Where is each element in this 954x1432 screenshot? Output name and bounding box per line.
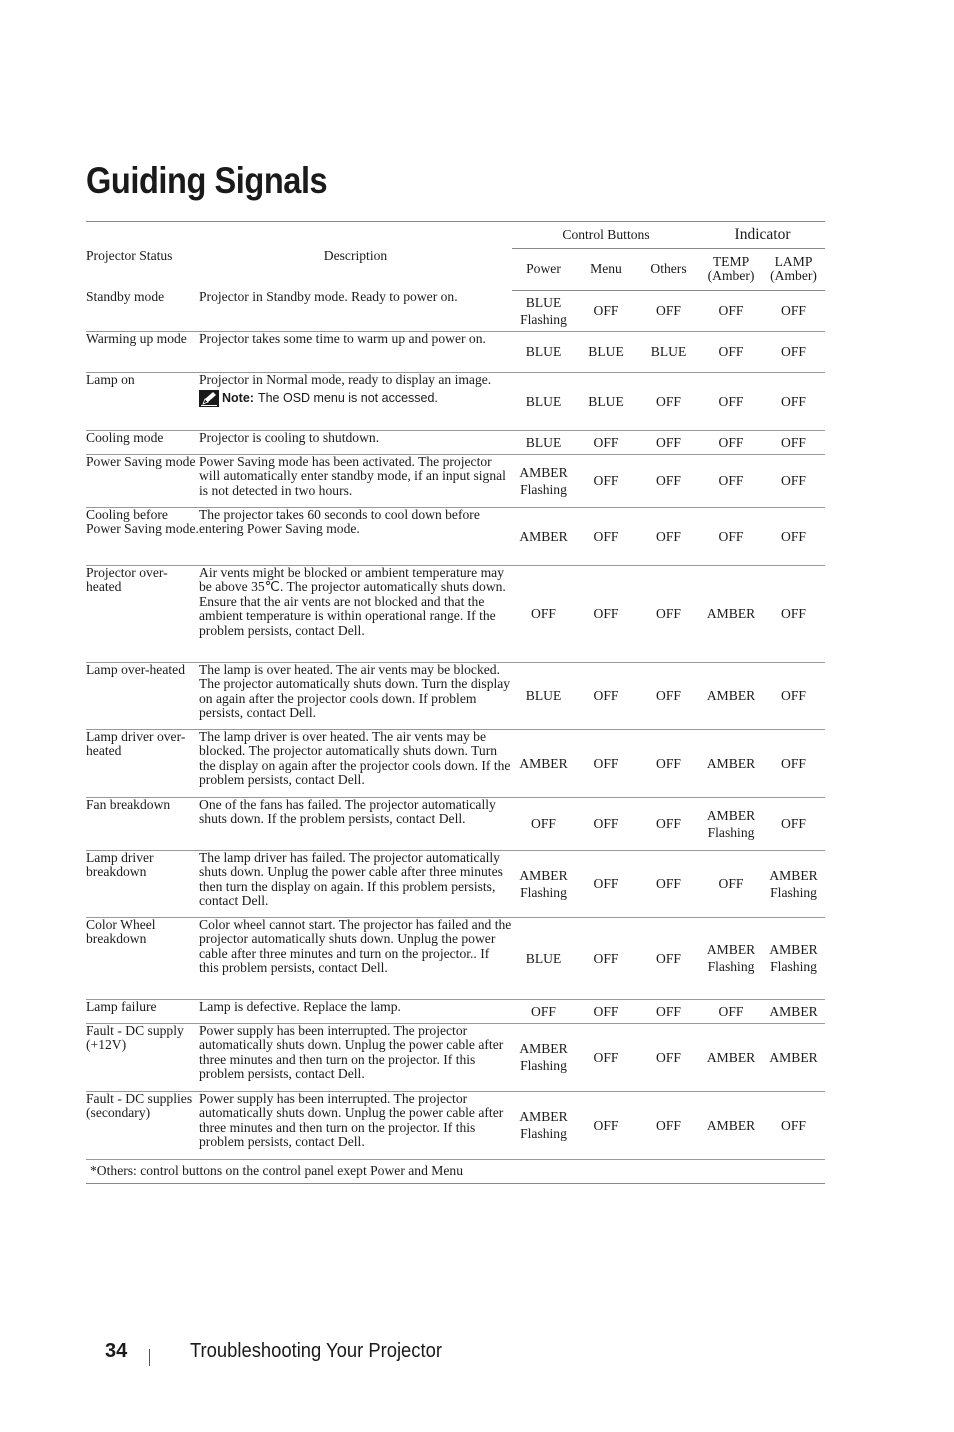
table-row (86, 507, 825, 565)
temp-cell: OFF (700, 507, 762, 565)
lamp-cell: OFF (762, 797, 825, 850)
lamp-cell: OFF (762, 565, 825, 662)
menu-cell: OFF (575, 507, 637, 565)
table-row (86, 1023, 825, 1091)
others-cell: OFF (637, 372, 700, 430)
description-cell: Air vents might be blocked or ambient temperature may be above 35℃. The projector automatically shuts down. Ensure that the air vents are not blocked and that the ambient temperature is within operational range. If the problem persists, contact Dell. (199, 565, 512, 662)
header-description: Description (323, 247, 388, 263)
header-menu: Menu (575, 249, 637, 290)
menu-cell: OFF (575, 430, 637, 454)
power-cell: BLUE Flashing (512, 290, 575, 331)
table-row (86, 372, 825, 430)
status-cell: Projector over-heated (86, 565, 199, 662)
table-row (86, 454, 825, 507)
note-label: Note: (222, 391, 254, 406)
table-row (86, 850, 825, 917)
header-control-buttons: Control Buttons (512, 222, 700, 249)
status-cell: Color Wheel breakdown (86, 917, 199, 999)
others-cell: OFF (637, 290, 700, 331)
table-row (86, 662, 825, 729)
menu-cell: OFF (575, 565, 637, 662)
lamp-cell: OFF (762, 507, 825, 565)
menu-cell: OFF (575, 999, 637, 1023)
menu-cell: BLUE (575, 372, 637, 430)
temp-cell: AMBER (700, 1023, 762, 1091)
others-cell: OFF (637, 430, 700, 454)
status-cell: Lamp driver over-heated (86, 729, 199, 797)
table-row (86, 331, 825, 372)
description-cell: Color wheel cannot start. The projector has failed and the projector automatically shuts down. Unplug the power cable after three minutes and turn on the projector.. If this problem persists, contact Dell. (199, 917, 512, 999)
others-cell: OFF (637, 1091, 700, 1159)
menu-cell: OFF (575, 917, 637, 999)
table-row (86, 1091, 825, 1159)
table-row (86, 430, 825, 454)
status-cell: Lamp on (86, 372, 199, 430)
menu-cell: OFF (575, 1023, 637, 1091)
description-cell: Projector takes some time to warm up and power on. (199, 331, 512, 372)
power-cell: BLUE (512, 917, 575, 999)
status-cell: Power Saving mode (86, 454, 199, 507)
status-cell: Lamp failure (86, 999, 199, 1023)
description-cell: Lamp is defective. Replace the lamp. (199, 999, 512, 1023)
temp-cell: AMBER Flashing (700, 917, 762, 999)
description-cell (199, 372, 512, 430)
table-row (86, 999, 825, 1023)
temp-cell: AMBER (700, 1091, 762, 1159)
description-cell: Power Saving mode has been activated. The projector will automatically enter standby mode, if an input signal is not detected in two hours. (199, 454, 512, 507)
page-number: 34 (105, 1339, 128, 1362)
note (199, 390, 512, 407)
header-indicator: Indicator (700, 222, 825, 249)
description-cell: One of the fans has failed. The projector automatically shuts down. If the problem persists, contact Dell. (199, 797, 512, 850)
temp-cell: OFF (700, 430, 762, 454)
header-power: Power (512, 249, 575, 290)
others-cell: OFF (637, 1023, 700, 1091)
menu-cell: OFF (575, 729, 637, 797)
others-cell: OFF (637, 999, 700, 1023)
temp-cell: AMBER (700, 729, 762, 797)
others-cell: OFF (637, 917, 700, 999)
temp-cell: AMBER Flashing (700, 797, 762, 850)
section-name: Troubleshooting Your Projector (190, 1339, 442, 1362)
others-cell: OFF (637, 454, 700, 507)
power-cell: OFF (512, 565, 575, 662)
menu-cell: OFF (575, 797, 637, 850)
table-row (86, 729, 825, 797)
others-cell: OFF (637, 662, 700, 729)
footnote: *Others: control buttons on the control panel exept Power and Menu (86, 1159, 825, 1183)
description-cell: Power supply has been interrupted. The projector automatically shuts down. Unplug the power cable after three minutes and then turn on the projector. If this problem persists, contact Dell. (199, 1091, 512, 1159)
lamp-cell: OFF (762, 454, 825, 507)
power-cell: AMBER Flashing (512, 850, 575, 917)
header-projector-status: Projector Status (86, 247, 173, 263)
description-cell: The lamp driver is over heated. The air vents may be blocked. The projector automatically shuts down. Turn the display on again after the projector cools down. If the problem persists, contact Dell. (199, 729, 512, 797)
status-cell: Standby mode (86, 290, 199, 331)
note-pencil-icon (199, 390, 219, 407)
lamp-cell: OFF (762, 1091, 825, 1159)
lamp-cell: OFF (762, 430, 825, 454)
temp-cell: OFF (700, 454, 762, 507)
temp-cell: AMBER (700, 662, 762, 729)
status-cell: Cooling before Power Saving mode. (86, 507, 199, 565)
others-cell: OFF (637, 850, 700, 917)
menu-cell: OFF (575, 662, 637, 729)
lamp-cell: AMBER (762, 1023, 825, 1091)
description-text: Projector in Normal mode, ready to display an image. (199, 371, 492, 387)
power-cell: BLUE (512, 662, 575, 729)
temp-cell: OFF (700, 999, 762, 1023)
menu-cell: BLUE (575, 331, 637, 372)
page-footer (105, 1336, 464, 1366)
power-cell: OFF (512, 797, 575, 850)
others-cell: OFF (637, 729, 700, 797)
menu-cell: OFF (575, 454, 637, 507)
lamp-cell: OFF (762, 662, 825, 729)
power-cell: AMBER Flashing (512, 1023, 575, 1091)
lamp-cell: OFF (762, 372, 825, 430)
status-cell: Lamp driver breakdown (86, 850, 199, 917)
status-cell: Fault - DC supplies (secondary) (86, 1091, 199, 1159)
description-cell: Power supply has been interrupted. The projector automatically shuts down. Unplug the power cable after three minutes and then turn on the projector. If this problem persists, contact Dell. (199, 1023, 512, 1091)
others-cell: OFF (637, 507, 700, 565)
lamp-cell: OFF (762, 290, 825, 331)
lamp-cell: AMBER (762, 999, 825, 1023)
power-cell: AMBER Flashing (512, 1091, 575, 1159)
temp-cell: AMBER (700, 565, 762, 662)
menu-cell: OFF (575, 290, 637, 331)
footnote-row (86, 1159, 825, 1183)
description-cell: The lamp driver has failed. The projector automatically shuts down. Unplug the power cable after three minutes then turn the display on again. If this problem persists, contact Dell. (199, 850, 512, 917)
lamp-cell: OFF (762, 729, 825, 797)
others-cell: OFF (637, 565, 700, 662)
menu-cell: OFF (575, 850, 637, 917)
temp-cell: OFF (700, 290, 762, 331)
menu-cell: OFF (575, 1091, 637, 1159)
page-title: Guiding Signals (86, 160, 328, 201)
status-cell: Cooling mode (86, 430, 199, 454)
temp-cell: OFF (700, 372, 762, 430)
status-cell: Warming up mode (86, 331, 199, 372)
temp-cell: OFF (700, 331, 762, 372)
power-cell: OFF (512, 999, 575, 1023)
table-row (86, 565, 825, 662)
status-cell: Lamp over-heated (86, 662, 199, 729)
status-cell: Fault - DC supply (+12V) (86, 1023, 199, 1091)
status-cell: Fan breakdown (86, 797, 199, 850)
guiding-signals-table (86, 221, 825, 1184)
table-row (86, 797, 825, 850)
note-text: The OSD menu is not accessed. (257, 391, 438, 406)
power-cell: AMBER (512, 507, 575, 565)
footer-divider (149, 1349, 150, 1366)
others-cell: BLUE (637, 331, 700, 372)
header-others: Others (637, 249, 700, 290)
lamp-cell: AMBER Flashing (762, 917, 825, 999)
header-lamp: LAMP (Amber) (762, 249, 825, 290)
description-cell: The lamp is over heated. The air vents may be blocked. The projector automatically shuts down. Turn the display on again after the projector cools down. If problem persists, contact Dell. (199, 662, 512, 729)
temp-cell: OFF (700, 850, 762, 917)
power-cell: AMBER (512, 729, 575, 797)
lamp-cell: OFF (762, 331, 825, 372)
description-cell: The projector takes 60 seconds to cool down before entering Power Saving mode. (199, 507, 512, 565)
lamp-cell: AMBER Flashing (762, 850, 825, 917)
power-cell: BLUE (512, 331, 575, 372)
power-cell: BLUE (512, 430, 575, 454)
table-row (86, 290, 825, 331)
power-cell: BLUE (512, 372, 575, 430)
power-cell: AMBER Flashing (512, 454, 575, 507)
description-cell: Projector in Standby mode. Ready to power on. (199, 290, 512, 331)
table-row (86, 917, 825, 999)
others-cell: OFF (637, 797, 700, 850)
header-temp: TEMP (Amber) (700, 249, 762, 290)
description-cell: Projector is cooling to shutdown. (199, 430, 512, 454)
